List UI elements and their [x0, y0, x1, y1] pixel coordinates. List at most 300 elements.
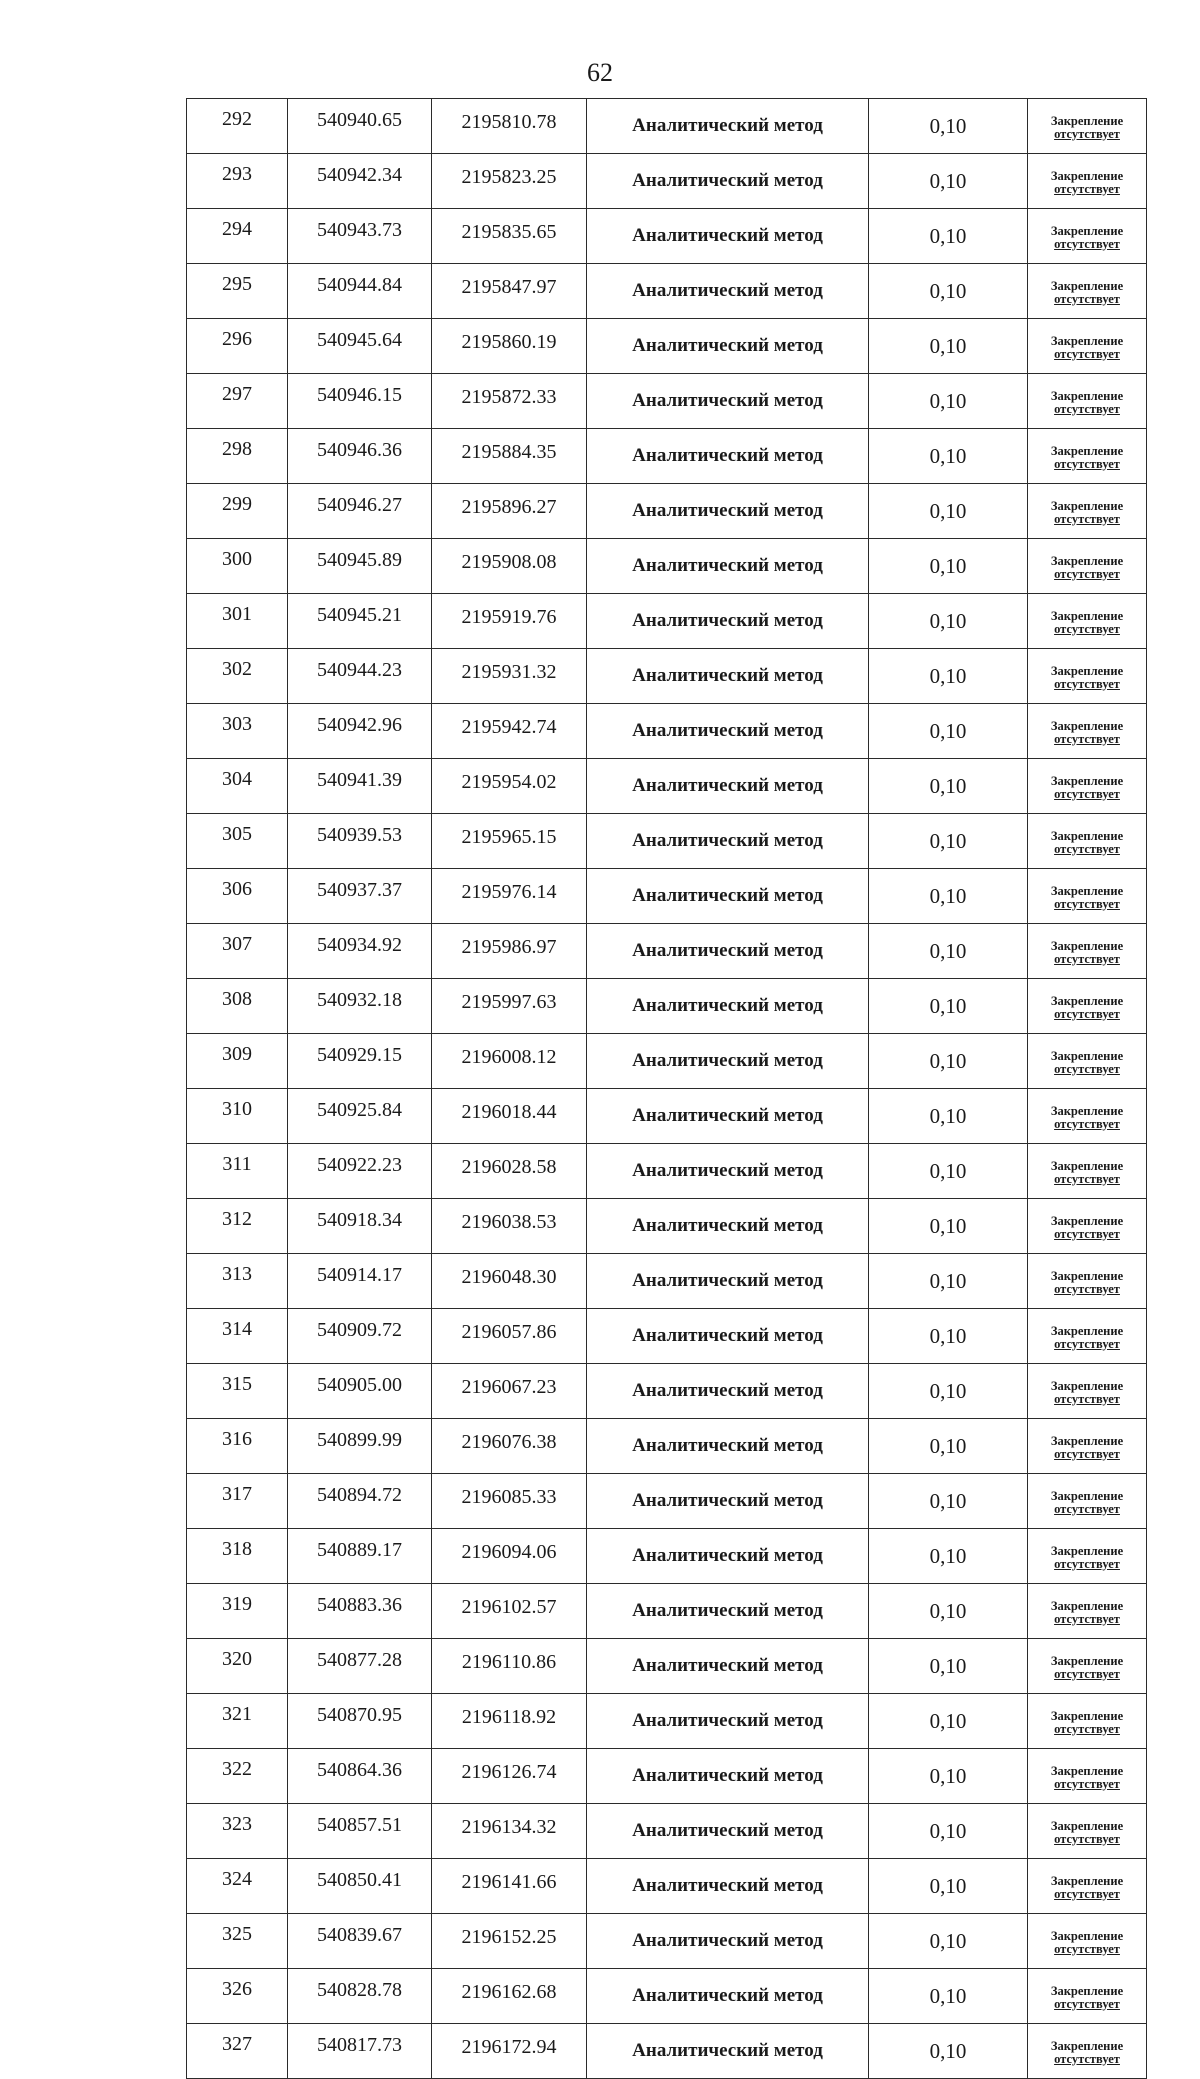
- method-cell: Аналитический метод: [587, 2024, 869, 2079]
- method-cell: Аналитический метод: [587, 1859, 869, 1914]
- fixation-label: Закрепление: [1050, 883, 1124, 898]
- fixation-cell: [1028, 1309, 1147, 1364]
- coordinate-y-cell: 2196048.30: [432, 1254, 587, 1309]
- fixation-label: Закрепление: [1050, 1433, 1124, 1448]
- fixation-cell: [1028, 649, 1147, 704]
- point-number-cell: 317: [187, 1474, 288, 1529]
- point-number-cell: 314: [187, 1309, 288, 1364]
- table-row: [187, 264, 1147, 319]
- page-number: 62: [587, 58, 613, 87]
- table-row: [187, 1584, 1147, 1639]
- table-row: [187, 1859, 1147, 1914]
- fixation-status: отсутствует: [1054, 1501, 1120, 1516]
- coordinate-x-cell: 540922.23: [288, 1144, 432, 1199]
- coordinates-table-wrapper: [186, 98, 1146, 2079]
- fixation-cell: [1028, 1089, 1147, 1144]
- coordinate-y-cell: 2195908.08: [432, 539, 587, 594]
- coordinate-x-cell: 540942.96: [288, 704, 432, 759]
- coordinate-x-cell: 540870.95: [288, 1694, 432, 1749]
- fixation-cell: [1028, 99, 1147, 154]
- accuracy-cell: 0,10: [869, 209, 1028, 264]
- fixation-label: Закрепление: [1050, 1103, 1124, 1118]
- coordinate-x-cell: 540817.73: [288, 2024, 432, 2079]
- coordinate-y-cell: 2195810.78: [432, 99, 587, 154]
- method-cell: Аналитический метод: [587, 1969, 869, 2024]
- method-cell: Аналитический метод: [587, 1474, 869, 1529]
- method-cell: Аналитический метод: [587, 649, 869, 704]
- fixation-status: отсутствует: [1054, 346, 1120, 361]
- fixation-label: Закрепление: [1050, 1873, 1124, 1888]
- coordinate-y-cell: 2196110.86: [432, 1639, 587, 1694]
- coordinate-y-cell: 2195884.35: [432, 429, 587, 484]
- coordinate-x-cell: 540929.15: [288, 1034, 432, 1089]
- coordinate-y-cell: 2196126.74: [432, 1749, 587, 1804]
- method-cell: Аналитический метод: [587, 209, 869, 264]
- coordinate-y-cell: 2196076.38: [432, 1419, 587, 1474]
- table-row: [187, 649, 1147, 704]
- fixation-cell: [1028, 1859, 1147, 1914]
- coordinate-x-cell: 540899.99: [288, 1419, 432, 1474]
- fixation-label: Закрепление: [1050, 1048, 1124, 1063]
- point-number-cell: 301: [187, 594, 288, 649]
- fixation-cell: [1028, 1474, 1147, 1529]
- fixation-status: отсутствует: [1054, 1336, 1120, 1351]
- fixation-status: отсутствует: [1054, 1996, 1120, 2011]
- coordinate-y-cell: 2195872.33: [432, 374, 587, 429]
- coordinate-y-cell: 2195986.97: [432, 924, 587, 979]
- table-row: [187, 1254, 1147, 1309]
- coordinate-y-cell: 2195965.15: [432, 814, 587, 869]
- fixation-status: отсутствует: [1054, 1611, 1120, 1626]
- fixation-label: Закрепление: [1050, 1818, 1124, 1833]
- method-cell: Аналитический метод: [587, 484, 869, 539]
- point-number-cell: 326: [187, 1969, 288, 2024]
- fixation-label: Закрепление: [1050, 938, 1124, 953]
- accuracy-cell: 0,10: [869, 2024, 1028, 2079]
- coordinate-y-cell: 2196094.06: [432, 1529, 587, 1584]
- table-row: [187, 1694, 1147, 1749]
- fixation-cell: [1028, 539, 1147, 594]
- fixation-cell: [1028, 704, 1147, 759]
- method-cell: Аналитический метод: [587, 1364, 869, 1419]
- fixation-label: Закрепление: [1050, 828, 1124, 843]
- point-number-cell: 325: [187, 1914, 288, 1969]
- method-cell: Аналитический метод: [587, 429, 869, 484]
- fixation-status: отсутствует: [1054, 676, 1120, 691]
- fixation-status: отсутствует: [1054, 841, 1120, 856]
- point-number-cell: 302: [187, 649, 288, 704]
- fixation-status: отсутствует: [1054, 1391, 1120, 1406]
- fixation-label: Закрепление: [1050, 1983, 1124, 1998]
- point-number-cell: 312: [187, 1199, 288, 1254]
- accuracy-cell: 0,10: [869, 704, 1028, 759]
- coordinate-y-cell: 2195942.74: [432, 704, 587, 759]
- table-row: [187, 594, 1147, 649]
- coordinate-x-cell: 540925.84: [288, 1089, 432, 1144]
- coordinate-y-cell: 2196008.12: [432, 1034, 587, 1089]
- fixation-cell: [1028, 1254, 1147, 1309]
- fixation-label: Закрепление: [1050, 553, 1124, 568]
- fixation-label: Закрепление: [1050, 333, 1124, 348]
- coordinate-y-cell: 2196085.33: [432, 1474, 587, 1529]
- method-cell: Аналитический метод: [587, 1694, 869, 1749]
- fixation-label: Закрепление: [1050, 113, 1124, 128]
- table-row: [187, 1914, 1147, 1969]
- coordinate-x-cell: 540905.00: [288, 1364, 432, 1419]
- method-cell: Аналитический метод: [587, 814, 869, 869]
- coordinate-x-cell: 540941.39: [288, 759, 432, 814]
- coordinate-y-cell: 2196018.44: [432, 1089, 587, 1144]
- fixation-cell: [1028, 2024, 1147, 2079]
- fixation-label: Закрепление: [1050, 2038, 1124, 2053]
- fixation-status: отсутствует: [1054, 1061, 1120, 1076]
- point-number-cell: 320: [187, 1639, 288, 1694]
- coordinates-table: [186, 98, 1147, 2079]
- fixation-label: Закрепление: [1050, 1378, 1124, 1393]
- table-row: [187, 1364, 1147, 1419]
- accuracy-cell: 0,10: [869, 1144, 1028, 1199]
- fixation-status: отсутствует: [1054, 401, 1120, 416]
- table-row: [187, 209, 1147, 264]
- coordinate-x-cell: 540877.28: [288, 1639, 432, 1694]
- coordinate-x-cell: 540940.65: [288, 99, 432, 154]
- fixation-status: отсутствует: [1054, 291, 1120, 306]
- method-cell: Аналитический метод: [587, 374, 869, 429]
- accuracy-cell: 0,10: [869, 1199, 1028, 1254]
- accuracy-cell: 0,10: [869, 1749, 1028, 1804]
- table-row: [187, 1969, 1147, 2024]
- coordinate-x-cell: 540857.51: [288, 1804, 432, 1859]
- accuracy-cell: 0,10: [869, 484, 1028, 539]
- accuracy-cell: 0,10: [869, 1474, 1028, 1529]
- accuracy-cell: 0,10: [869, 1914, 1028, 1969]
- method-cell: Аналитический метод: [587, 1584, 869, 1639]
- fixation-label: Закрепление: [1050, 223, 1124, 238]
- point-number-cell: 323: [187, 1804, 288, 1859]
- fixation-cell: [1028, 1584, 1147, 1639]
- accuracy-cell: 0,10: [869, 1639, 1028, 1694]
- coordinate-x-cell: 540839.67: [288, 1914, 432, 1969]
- method-cell: Аналитический метод: [587, 1089, 869, 1144]
- fixation-status: отсутствует: [1054, 566, 1120, 581]
- fixation-label: Закрепление: [1050, 278, 1124, 293]
- table-row: [187, 154, 1147, 209]
- coordinate-x-cell: 540883.36: [288, 1584, 432, 1639]
- method-cell: Аналитический метод: [587, 1529, 869, 1584]
- coordinate-y-cell: 2196057.86: [432, 1309, 587, 1364]
- point-number-cell: 311: [187, 1144, 288, 1199]
- fixation-cell: [1028, 429, 1147, 484]
- fixation-cell: [1028, 594, 1147, 649]
- table-row: [187, 1309, 1147, 1364]
- fixation-cell: [1028, 1914, 1147, 1969]
- fixation-cell: [1028, 374, 1147, 429]
- fixation-status: отсутствует: [1054, 126, 1120, 141]
- fixation-label: Закрепление: [1050, 1268, 1124, 1283]
- coordinate-x-cell: 540889.17: [288, 1529, 432, 1584]
- table-row: [187, 1749, 1147, 1804]
- point-number-cell: 292: [187, 99, 288, 154]
- table-row: [187, 1089, 1147, 1144]
- coordinate-x-cell: 540934.92: [288, 924, 432, 979]
- point-number-cell: 293: [187, 154, 288, 209]
- point-number-cell: 319: [187, 1584, 288, 1639]
- fixation-label: Закрепление: [1050, 1158, 1124, 1173]
- fixation-cell: [1028, 1969, 1147, 2024]
- method-cell: Аналитический метод: [587, 979, 869, 1034]
- point-number-cell: 324: [187, 1859, 288, 1914]
- fixation-status: отсутствует: [1054, 1556, 1120, 1571]
- point-number-cell: 327: [187, 2024, 288, 2079]
- fixation-status: отсутствует: [1054, 1446, 1120, 1461]
- method-cell: Аналитический метод: [587, 759, 869, 814]
- coordinate-x-cell: 540945.21: [288, 594, 432, 649]
- table-row: [187, 759, 1147, 814]
- fixation-cell: [1028, 1529, 1147, 1584]
- fixation-label: Закрепление: [1050, 1763, 1124, 1778]
- fixation-label: Закрепление: [1050, 993, 1124, 1008]
- fixation-cell: [1028, 814, 1147, 869]
- fixation-label: Закрепление: [1050, 1323, 1124, 1338]
- method-cell: Аналитический метод: [587, 1199, 869, 1254]
- fixation-cell: [1028, 1199, 1147, 1254]
- method-cell: Аналитический метод: [587, 539, 869, 594]
- coordinate-y-cell: 2195823.25: [432, 154, 587, 209]
- coordinate-y-cell: 2196152.25: [432, 1914, 587, 1969]
- coordinate-y-cell: 2196134.32: [432, 1804, 587, 1859]
- coordinate-x-cell: 540914.17: [288, 1254, 432, 1309]
- table-row: [187, 99, 1147, 154]
- table-row: [187, 1199, 1147, 1254]
- coordinate-x-cell: 540944.23: [288, 649, 432, 704]
- fixation-cell: [1028, 319, 1147, 374]
- coordinate-y-cell: 2195835.65: [432, 209, 587, 264]
- accuracy-cell: 0,10: [869, 1969, 1028, 2024]
- fixation-status: отсутствует: [1054, 1226, 1120, 1241]
- coordinate-y-cell: 2195896.27: [432, 484, 587, 539]
- fixation-status: отсутствует: [1054, 621, 1120, 636]
- coordinate-x-cell: 540942.34: [288, 154, 432, 209]
- fixation-cell: [1028, 1144, 1147, 1199]
- coordinate-y-cell: 2195976.14: [432, 869, 587, 924]
- accuracy-cell: 0,10: [869, 374, 1028, 429]
- table-row: [187, 1144, 1147, 1199]
- fixation-label: Закрепление: [1050, 1488, 1124, 1503]
- coordinate-x-cell: 540945.64: [288, 319, 432, 374]
- table-row: [187, 2024, 1147, 2079]
- fixation-label: Закрепление: [1050, 168, 1124, 183]
- accuracy-cell: 0,10: [869, 1034, 1028, 1089]
- fixation-cell: [1028, 759, 1147, 814]
- accuracy-cell: 0,10: [869, 429, 1028, 484]
- point-number-cell: 294: [187, 209, 288, 264]
- fixation-cell: [1028, 264, 1147, 319]
- coordinate-y-cell: 2196172.94: [432, 2024, 587, 2079]
- coordinate-x-cell: 540864.36: [288, 1749, 432, 1804]
- fixation-cell: [1028, 1804, 1147, 1859]
- accuracy-cell: 0,10: [869, 1364, 1028, 1419]
- method-cell: Аналитический метод: [587, 1144, 869, 1199]
- fixation-cell: [1028, 1364, 1147, 1419]
- fixation-label: Закрепление: [1050, 1653, 1124, 1668]
- coordinate-x-cell: 540937.37: [288, 869, 432, 924]
- table-row: [187, 924, 1147, 979]
- fixation-cell: [1028, 209, 1147, 264]
- fixation-status: отсутствует: [1054, 1831, 1120, 1846]
- coordinate-x-cell: 540894.72: [288, 1474, 432, 1529]
- fixation-cell: [1028, 154, 1147, 209]
- fixation-cell: [1028, 1694, 1147, 1749]
- method-cell: Аналитический метод: [587, 1749, 869, 1804]
- point-number-cell: 310: [187, 1089, 288, 1144]
- accuracy-cell: 0,10: [869, 539, 1028, 594]
- accuracy-cell: 0,10: [869, 759, 1028, 814]
- point-number-cell: 306: [187, 869, 288, 924]
- point-number-cell: 315: [187, 1364, 288, 1419]
- table-row: [187, 539, 1147, 594]
- point-number-cell: 299: [187, 484, 288, 539]
- method-cell: Аналитический метод: [587, 1034, 869, 1089]
- accuracy-cell: 0,10: [869, 1419, 1028, 1474]
- fixation-label: Закрепление: [1050, 663, 1124, 678]
- method-cell: Аналитический метод: [587, 264, 869, 319]
- coordinate-y-cell: 2196162.68: [432, 1969, 587, 2024]
- coordinate-x-cell: 540939.53: [288, 814, 432, 869]
- fixation-cell: [1028, 1419, 1147, 1474]
- fixation-status: отсутствует: [1054, 786, 1120, 801]
- table-row: [187, 1639, 1147, 1694]
- fixation-status: отсутствует: [1054, 1776, 1120, 1791]
- fixation-label: Закрепление: [1050, 1708, 1124, 1723]
- fixation-label: Закрепление: [1050, 1543, 1124, 1558]
- table-row: [187, 319, 1147, 374]
- table-row: [187, 1419, 1147, 1474]
- coordinate-x-cell: 540918.34: [288, 1199, 432, 1254]
- fixation-label: Закрепление: [1050, 498, 1124, 513]
- accuracy-cell: 0,10: [869, 1309, 1028, 1364]
- method-cell: Аналитический метод: [587, 1309, 869, 1364]
- method-cell: Аналитический метод: [587, 99, 869, 154]
- coordinate-y-cell: 2196067.23: [432, 1364, 587, 1419]
- coordinate-y-cell: 2195931.32: [432, 649, 587, 704]
- fixation-status: отсутствует: [1054, 731, 1120, 746]
- point-number-cell: 300: [187, 539, 288, 594]
- table-row: [187, 429, 1147, 484]
- table-row: [187, 704, 1147, 759]
- accuracy-cell: 0,10: [869, 869, 1028, 924]
- fixation-status: отсутствует: [1054, 1886, 1120, 1901]
- accuracy-cell: 0,10: [869, 319, 1028, 374]
- point-number-cell: 308: [187, 979, 288, 1034]
- fixation-label: Закрепление: [1050, 1928, 1124, 1943]
- coordinate-x-cell: 540946.27: [288, 484, 432, 539]
- coordinate-x-cell: 540946.15: [288, 374, 432, 429]
- point-number-cell: 307: [187, 924, 288, 979]
- fixation-status: отсутствует: [1054, 236, 1120, 251]
- coordinate-y-cell: 2196028.58: [432, 1144, 587, 1199]
- accuracy-cell: 0,10: [869, 1254, 1028, 1309]
- accuracy-cell: 0,10: [869, 1859, 1028, 1914]
- method-cell: Аналитический метод: [587, 924, 869, 979]
- coordinate-y-cell: 2195954.02: [432, 759, 587, 814]
- point-number-cell: 304: [187, 759, 288, 814]
- table-row: [187, 814, 1147, 869]
- point-number-cell: 309: [187, 1034, 288, 1089]
- method-cell: Аналитический метод: [587, 704, 869, 759]
- fixation-cell: [1028, 869, 1147, 924]
- fixation-status: отсутствует: [1054, 1116, 1120, 1131]
- method-cell: Аналитический метод: [587, 869, 869, 924]
- coordinate-x-cell: 540909.72: [288, 1309, 432, 1364]
- method-cell: Аналитический метод: [587, 154, 869, 209]
- coordinate-x-cell: 540828.78: [288, 1969, 432, 2024]
- fixation-status: отсутствует: [1054, 456, 1120, 471]
- table-row: [187, 1804, 1147, 1859]
- coordinate-x-cell: 540946.36: [288, 429, 432, 484]
- coordinate-y-cell: 2196141.66: [432, 1859, 587, 1914]
- fixation-cell: [1028, 1034, 1147, 1089]
- coordinate-y-cell: 2195919.76: [432, 594, 587, 649]
- fixation-label: Закрепление: [1050, 1213, 1124, 1228]
- point-number-cell: 322: [187, 1749, 288, 1804]
- coordinate-x-cell: 540944.84: [288, 264, 432, 319]
- fixation-cell: [1028, 979, 1147, 1034]
- point-number-cell: 318: [187, 1529, 288, 1584]
- method-cell: Аналитический метод: [587, 1254, 869, 1309]
- coordinate-x-cell: 540943.73: [288, 209, 432, 264]
- coordinate-y-cell: 2196118.92: [432, 1694, 587, 1749]
- fixation-status: отсутствует: [1054, 1006, 1120, 1021]
- coordinate-x-cell: 540945.89: [288, 539, 432, 594]
- coordinate-x-cell: 540850.41: [288, 1859, 432, 1914]
- accuracy-cell: 0,10: [869, 814, 1028, 869]
- accuracy-cell: 0,10: [869, 649, 1028, 704]
- coordinate-y-cell: 2196102.57: [432, 1584, 587, 1639]
- accuracy-cell: 0,10: [869, 1584, 1028, 1639]
- method-cell: Аналитический метод: [587, 1639, 869, 1694]
- coordinate-y-cell: 2195997.63: [432, 979, 587, 1034]
- fixation-status: отсутствует: [1054, 951, 1120, 966]
- accuracy-cell: 0,10: [869, 1089, 1028, 1144]
- point-number-cell: 303: [187, 704, 288, 759]
- accuracy-cell: 0,10: [869, 1694, 1028, 1749]
- point-number-cell: 295: [187, 264, 288, 319]
- fixation-status: отсутствует: [1054, 1281, 1120, 1296]
- point-number-cell: 298: [187, 429, 288, 484]
- method-cell: Аналитический метод: [587, 594, 869, 649]
- fixation-status: отсутствует: [1054, 2051, 1120, 2066]
- method-cell: Аналитический метод: [587, 319, 869, 374]
- table-row: [187, 869, 1147, 924]
- method-cell: Аналитический метод: [587, 1419, 869, 1474]
- table-row: [187, 374, 1147, 429]
- coordinate-y-cell: 2196038.53: [432, 1199, 587, 1254]
- fixation-label: Закрепление: [1050, 1598, 1124, 1613]
- table-row: [187, 979, 1147, 1034]
- fixation-label: Закрепление: [1050, 443, 1124, 458]
- table-row: [187, 1034, 1147, 1089]
- fixation-status: отсутствует: [1054, 896, 1120, 911]
- fixation-status: отсутствует: [1054, 1666, 1120, 1681]
- point-number-cell: 296: [187, 319, 288, 374]
- point-number-cell: 316: [187, 1419, 288, 1474]
- accuracy-cell: 0,10: [869, 154, 1028, 209]
- method-cell: Аналитический метод: [587, 1804, 869, 1859]
- coordinate-y-cell: 2195860.19: [432, 319, 587, 374]
- coordinate-x-cell: 540932.18: [288, 979, 432, 1034]
- fixation-cell: [1028, 484, 1147, 539]
- accuracy-cell: 0,10: [869, 924, 1028, 979]
